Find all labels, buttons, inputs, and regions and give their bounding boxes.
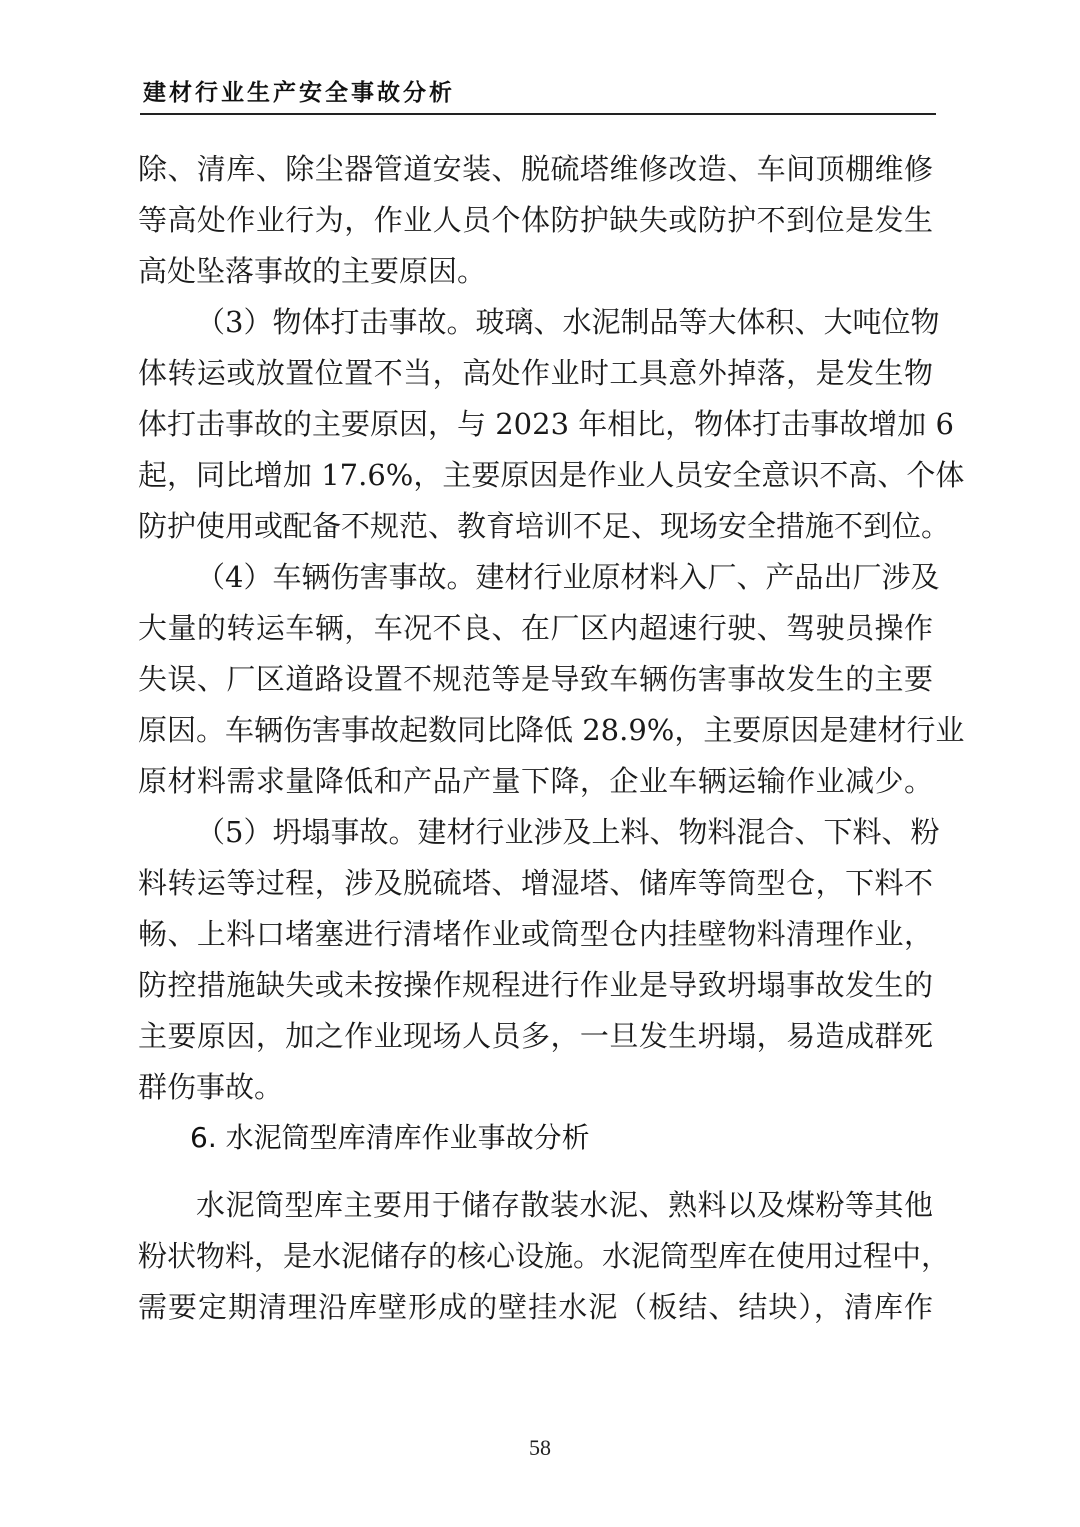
body-line: 原材料需求量降低和产品产量下降，企业车辆运输作业减少。: [138, 764, 933, 798]
paragraph-start-line: （3）物体打击事故。玻璃、水泥制品等大体积、大吨位物: [196, 305, 940, 339]
body-text: [138, 152, 965, 1344]
body-line: 防护使用或配备不规范、教育培训不足、现场安全措施不到位。: [138, 509, 951, 543]
paragraph-start-line: （5）坍塌事故。建材行业涉及上料、物料混合、下料、粉: [196, 815, 940, 849]
body-line: 高处坠落事故的主要原因。: [138, 254, 487, 288]
body-line: 防控措施缺失或未按操作规程进行作业是导致坍塌事故发生的: [138, 968, 933, 1002]
running-header-title: 建材行业生产安全事故分析: [143, 80, 455, 106]
body-line: 除、清库、除尘器管道安装、脱硫塔维修改造、车间顶棚维修: [138, 152, 933, 186]
body-line: 体转运或放置位置不当，高处作业时工具意外掉落，是发生物: [138, 356, 933, 390]
page-number: 58: [529, 1435, 551, 1460]
paragraph-start-line: （4）车辆伤害事故。建材行业原材料入厂、产品出厂涉及: [196, 560, 940, 594]
body-line: 体打击事故的主要原因，与 2023 年相比，物体打击事故增加 6: [138, 407, 954, 441]
body-line: 粉状物料，是水泥储存的核心设施。水泥筒型库在使用过程中，: [138, 1239, 951, 1273]
body-line: 畅、上料口堵塞进行清堵作业或筒型仓内挂壁物料清理作业，: [138, 917, 933, 951]
body-line: 原因。车辆伤害事故起数同比降低 28.9%，主要原因是建材行业: [138, 713, 965, 747]
body-line: 群伤事故。: [138, 1070, 284, 1104]
body-line: 主要原因，加之作业现场人员多，一旦发生坍塌，易造成群死: [138, 1019, 933, 1053]
body-line: 失误、厂区道路设置不规范等是导致车辆伤害事故发生的主要: [138, 662, 933, 696]
body-line: 大量的转运车辆，车况不良、在厂区内超速行驶、驾驶员操作: [138, 611, 933, 645]
section-heading: 6. 水泥筒型库清库作业事故分析: [190, 1121, 590, 1154]
paragraph-start-line: 水泥筒型库主要用于储存散装水泥、熟料以及煤粉等其他: [196, 1188, 933, 1222]
body-line: 起，同比增加 17.6%，主要原因是作业人员安全意识不高、个体: [138, 458, 965, 492]
body-line: 需要定期清理沿库壁形成的壁挂水泥（板结、结块），清库作: [138, 1290, 933, 1324]
header-divider: [140, 113, 936, 115]
body-line: 等高处作业行为，作业人员个体防护缺失或防护不到位是发生: [138, 203, 933, 237]
body-line: 料转运等过程，涉及脱硫塔、增湿塔、储库等筒型仓，下料不: [138, 866, 933, 900]
